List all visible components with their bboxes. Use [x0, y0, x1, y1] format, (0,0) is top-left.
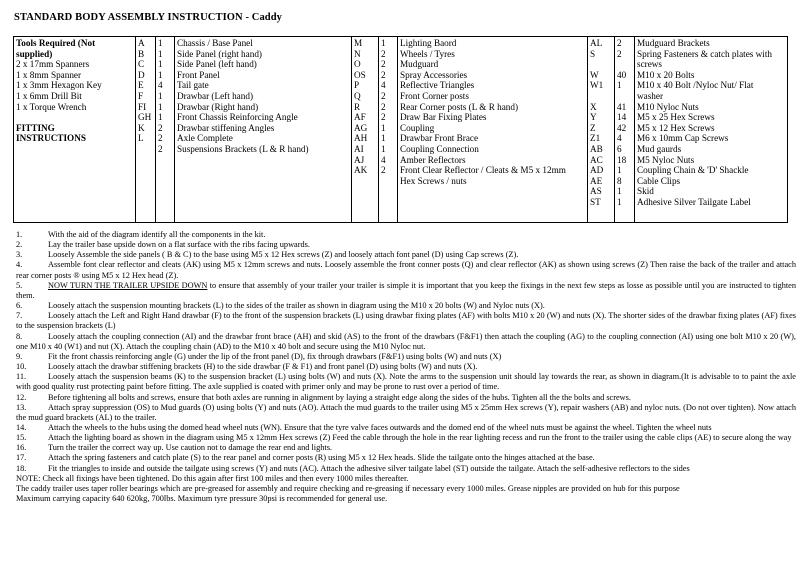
part-name: M6 x 10mm Cap Screws	[637, 133, 729, 144]
part-code: AK	[354, 165, 368, 176]
instruction-step: 14. Attach the wheels to the hubs using the domed head wheel nuts (WN). Ensure that the tyre valve faces outwards and the domed end of the wheel nuts must be against the wheel. Tighten the wheel nuts	[16, 422, 712, 432]
fitting-heading-2: INSTRUCTIONS	[16, 133, 86, 144]
part-qty: 8	[617, 175, 622, 186]
part-name: Front Corner posts	[400, 90, 469, 101]
note-text: NOTE: Check all fixings have been tightened. Do this again after first 100 miles and then every 1000 miles thereafter.	[16, 473, 409, 483]
part-code: R	[354, 101, 361, 112]
part-qty: 41	[617, 101, 627, 112]
instruction-step: 7. Loosely attach the Left and Right Hand drawbar (F) to the front of the suspension brackets (L) using drawbar fixing plates (AF) with bolts M10 x 20 (W) and nuts (X). The shorter sides of the drawbar fixing plates (AF) fixes to the suspension brackets (L)	[16, 311, 796, 331]
part-code: AS	[590, 186, 602, 197]
part-name: washer	[637, 90, 664, 101]
part-name: Reflective Triangles	[400, 80, 475, 91]
part-qty: 1	[158, 38, 163, 48]
tools-cell	[14, 37, 136, 223]
part-qty: 2	[158, 143, 163, 154]
part-qty: 2	[617, 48, 622, 59]
part-name: Front Chassis Reinforcing Angle	[177, 112, 298, 123]
capacity-text: Maximum carrying capacity 640 620kg, 700lbs. Maximum tyre pressure 30psi is recommended for general use.	[16, 494, 388, 504]
part-qty: 1	[158, 69, 163, 80]
underlined-warning: NOW TURN THE TRAILER UPSIDE DOWN	[48, 280, 208, 290]
part-name: Coupling Connection	[400, 143, 479, 154]
part-code: X	[590, 101, 597, 112]
col3-names	[635, 37, 788, 223]
part-code: L	[138, 133, 144, 144]
part-code: AB	[590, 143, 603, 154]
part-qty: 1	[617, 186, 622, 197]
part-code: Q	[354, 90, 361, 101]
part-code: AJ	[354, 154, 365, 165]
parts-table	[13, 36, 788, 223]
part-name: Drawbar (Right hand)	[177, 101, 259, 112]
part-name: Rear Corner posts (L & R hand)	[400, 101, 519, 112]
instruction-step: 8. Loosely attach the coupling connection (AI) and the drawbar front brace (AH) and skid (AS) to the front of the drawbars (F&F1) then attach the coupling (AG) to the coupling connection (AI) using one bolt M10 x 20 (W), one M10 x 40 (W1) and nut (X). Attach the coupling chain (AD) to the M10 x 40 bolt and secure using the M10 Nyloc nut.	[16, 331, 796, 351]
part-name: Tail gate	[177, 80, 209, 91]
part-qty: 2	[158, 133, 163, 144]
part-name: Mudguard	[400, 59, 439, 70]
part-name: Side Panel (left hand)	[177, 59, 257, 70]
bearings-text: The caddy trailer uses taper roller bearings which are pre-greased for assembly and require checking and re-greasing if necessary every 1000 miles. Grease nipples are provided on hub for this purpose	[16, 483, 680, 493]
part-qty: 1	[158, 59, 163, 70]
part-name: Lighting Baord	[400, 38, 457, 48]
part-name: Draw Bar Fixing Plates	[400, 112, 487, 123]
part-qty: 4	[158, 80, 163, 91]
tool-item: 2 x 17mm Spanners	[16, 59, 90, 70]
col2-names	[398, 37, 588, 223]
part-qty: 14	[617, 112, 627, 123]
part-code: GH	[138, 112, 152, 123]
part-qty: 2	[381, 112, 386, 123]
part-qty: 4	[381, 154, 386, 165]
part-qty: 2	[381, 90, 386, 101]
part-code: FI	[138, 101, 147, 112]
instruction-step: 18. Fit the triangles to inside and outside the tailgate using screws (Y) and nuts (AC). Attach the adhesive silver tailgate label (ST) outside the tailgate. Attach the self-adhesive reflectors to the sides	[16, 463, 690, 473]
part-name: Wheels / Tyres	[400, 48, 455, 59]
part-code: C	[138, 59, 145, 70]
page-title: STANDARD BODY ASSEMBLY INSTRUCTION - Caddy	[14, 12, 283, 23]
part-qty: 1	[617, 165, 622, 176]
part-code: ST	[590, 196, 601, 207]
part-name: Chassis / Base Panel	[177, 38, 253, 48]
instruction-step: 5. NOW TURN THE TRAILER UPSIDE DOWN to ensure that assembly of your trailer your trailer is simple it is important that you keep the fixings in the next few steps as losse as possible until you are instructed to tighten them.	[16, 280, 797, 300]
part-qty: 1	[158, 112, 163, 123]
instruction-step: 2. Lay the trailer base upside down on a flat surface with the ribs facing upwards.	[16, 240, 310, 250]
instruction-step: 6. Loosely attach the suspension mounting brackets (L) to the sides of the trailer as shown in diagram using the M10 x 20 bolts (W) and Nyloc nuts (X).	[16, 301, 545, 311]
instruction-step: 10. Loosely attach the drawbar stiffening brackets (H) to the side drawbar (F & F1) and front panel (D) using bolts (W) and nuts (X).	[16, 362, 478, 372]
part-code: E	[138, 80, 144, 91]
tool-item: 1 x 3mm Hexagon Key	[16, 80, 102, 91]
part-code: AD	[590, 165, 604, 176]
part-code: AF	[354, 112, 366, 123]
part-name: Front Panel	[177, 69, 220, 80]
part-code: AL	[590, 38, 603, 48]
part-code: P	[354, 80, 360, 91]
col2-codes	[352, 37, 379, 223]
fitting-heading: FITTING	[16, 122, 55, 133]
instruction-step: 4. Assemble font clear reflector and cleats (AK) using M5 x 12mm screws and nuts. Loosely assemble the front conner posts (Q) and clear reflector (AK) as shown using screws (Z) Then raise the back of the trailer and attach rear corner posts ® using M5 x 12 Hex head (Z).	[16, 260, 796, 280]
part-qty: 40	[617, 69, 627, 80]
part-qty: 1	[381, 122, 386, 133]
tool-item: 1 x Torque Wrench	[16, 101, 87, 112]
part-name: M10 Nyloc Nuts	[637, 101, 699, 112]
part-qty: 1	[158, 48, 163, 59]
tools-heading: Tools Required (Not	[16, 38, 96, 48]
instruction-step: 9. Fit the front chassis reinforcing angle (G) under the lip of the front panel (D), fix through drawbars (F&F1) using bolts (W) and nuts (X)	[16, 351, 502, 361]
part-name: M5 x 12 Hex Screws	[637, 122, 715, 133]
part-code: S	[590, 48, 596, 59]
part-code: D	[138, 69, 145, 80]
part-name: Coupling Chain & 'D' Shackle	[637, 165, 749, 176]
part-name: M10 x 20 Bolts	[637, 69, 695, 80]
part-qty: 18	[617, 154, 627, 165]
part-qty: 1	[158, 101, 163, 112]
part-name: Suspensions Brackets (L & R hand)	[177, 143, 309, 154]
part-name: screws	[637, 59, 663, 70]
part-code: F	[138, 90, 144, 101]
col1-qtys	[156, 37, 175, 223]
part-code: A	[138, 38, 145, 48]
part-code: Y	[590, 112, 597, 123]
part-name: Cable Clips	[637, 175, 681, 186]
part-qty: 1	[381, 133, 386, 144]
part-name: Adhesive Silver Tailgate Label	[637, 196, 751, 207]
part-name: Drawbar (Left hand)	[177, 90, 254, 101]
part-qty: 4	[381, 80, 386, 91]
instruction-step: 1. With the aid of the diagram identify all the components in the kit.	[16, 230, 266, 239]
part-qty: 2	[381, 59, 386, 70]
col3-qtys	[615, 37, 635, 223]
part-qty: 2	[381, 165, 386, 176]
part-name: Drawbar stiffening Angles	[177, 122, 275, 133]
instruction-step: 15. Attach the lighting board as shown in the diagram using M5 x 12mm Hex screws (Z) Feed the cable through the hole in the rear lighting recess and run the front to the trailer using the cable clips (AE) to secure along the way	[16, 433, 792, 443]
instruction-step: 16. Turn the trailer the correct way up. Use caution not to damage the rear end and lights.	[16, 443, 333, 453]
part-qty: 1	[381, 143, 386, 154]
instruction-step: 3. Loosely Assemble the side panels ( B & C) to the base using M5 x 12 Hex screws (Z) and loosely attach font panel (D) using Cap screws (Z).	[16, 250, 519, 260]
instruction-step: 17. Attach the spring fasteners and catch plate (S) to the rear panel and corner posts (R) using M5 x 12 Hex heads. Slide the tailgate onto the hinges attached at the base.	[16, 453, 595, 463]
part-name: Spring Fasteners & catch plates with	[637, 48, 772, 59]
part-name: M5 Nyloc Nuts	[637, 154, 695, 165]
tools-heading-2: supplied)	[16, 48, 53, 59]
part-code: AI	[354, 143, 364, 154]
part-qty: 2	[617, 38, 622, 48]
part-name: Front Clear Reflector / Cleats & M5 x 12mm	[400, 165, 566, 176]
tool-item: 1 x 6mm Drill Bit	[16, 90, 82, 101]
part-code: AG	[354, 122, 368, 133]
part-qty: 1	[381, 38, 386, 48]
part-qty: 2	[381, 69, 386, 80]
part-code: Z1	[590, 133, 601, 144]
part-qty: 2	[158, 122, 163, 133]
part-code: W1	[590, 80, 604, 91]
part-code: AC	[590, 154, 603, 165]
instruction-step: 13. Attach spray suppression (OS) to Mud guards (O) using bolts (Y) and nuts (AO). Attach the mud guards to the trailer using M5 x 25mm Hex screws (Y), repair washers (AB) and nyloc nuts. (Do not over tighten). Now attach the mud guard brackets (AL) to the trailer.	[16, 402, 796, 422]
part-code: M	[354, 38, 363, 48]
part-name: Hex Screws / nuts	[400, 175, 467, 186]
tool-item: 1 x 8mm Spanner	[16, 69, 82, 80]
part-name: Drawbar Front Brace	[400, 133, 479, 144]
instruction-step: 11. Loosely attach the suspension beams (K) to the suspension bracket (L) using bolts (W) and nuts (X). Note the arms to the suspension unit should lay towards the rear, as shown in diagram.(It is advisable to to paint the axle with good quality rust protecting paint before fitting. The axle supplied is coated with primer only and may be prone to rust over a period of time.	[16, 372, 796, 392]
instructions-list	[16, 230, 796, 504]
part-qty: 4	[617, 133, 622, 144]
part-qty: 42	[617, 122, 627, 133]
part-qty: 1	[617, 80, 622, 91]
part-code: Z	[590, 122, 596, 133]
part-code: N	[354, 48, 361, 59]
part-code: AE	[590, 175, 603, 186]
part-qty: 2	[381, 101, 386, 112]
part-name: Coupling	[400, 122, 435, 133]
part-code: K	[138, 122, 145, 133]
part-code: AH	[354, 133, 368, 144]
col1-codes	[136, 37, 156, 223]
part-qty: 1	[617, 196, 622, 207]
instruction-step: 12. Before tightening all bolts and screws, ensure that both axles are running in alignment by laying a straight edge along the sides of the hubs. Tighten all the the bolts and screws.	[16, 392, 631, 402]
part-name: Side Panel (right hand)	[177, 48, 262, 59]
part-name: Amber Reflectors	[400, 154, 466, 165]
col2-qtys	[379, 37, 398, 223]
part-code: B	[138, 48, 145, 59]
part-qty: 2	[381, 48, 386, 59]
part-name: Mudguard Brackets	[637, 38, 710, 48]
part-name: Axle Complete	[177, 133, 233, 144]
part-name: Mud gaurds	[637, 143, 682, 154]
part-qty: 1	[158, 90, 163, 101]
part-name: Spray Accessories	[400, 69, 468, 80]
col3-codes	[588, 37, 615, 223]
part-qty: 6	[617, 143, 622, 154]
part-code: OS	[354, 69, 366, 80]
part-name: M10 x 40 Bolt /Nyloc Nut/ Flat	[637, 80, 754, 91]
part-code: W	[590, 69, 599, 80]
part-name: M5 x 25 Hex Screws	[637, 112, 715, 123]
col1-names	[175, 37, 352, 223]
part-code: O	[354, 59, 361, 70]
part-name: Skid	[637, 186, 654, 197]
